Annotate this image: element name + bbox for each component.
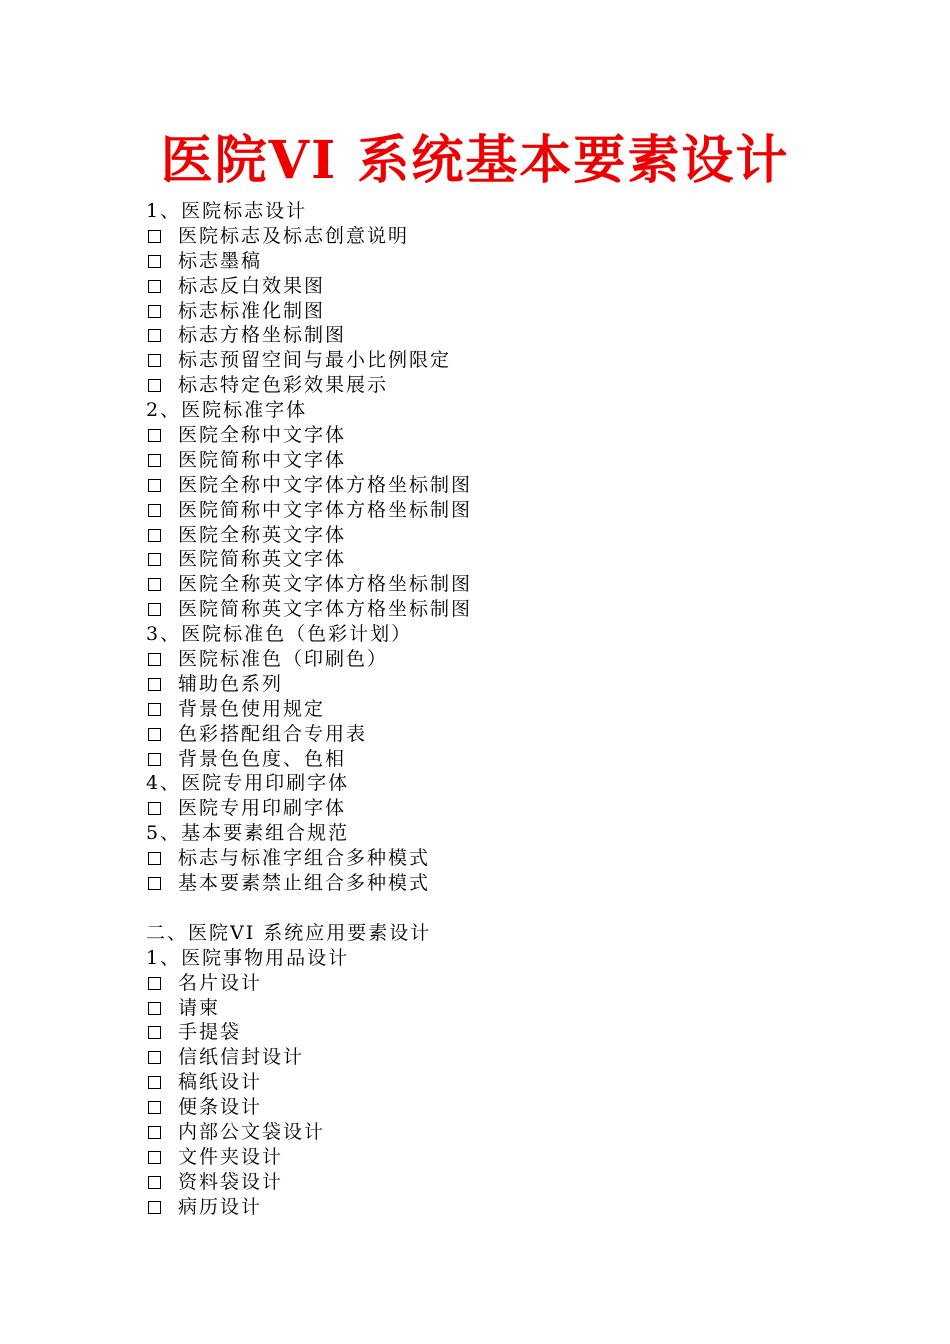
checklist-item: [146, 1170, 846, 1195]
section-heading: [146, 622, 846, 647]
checklist-item-label: 医院简称英文字体: [178, 548, 347, 571]
checklist-item: [146, 697, 846, 722]
checkbox-square-icon: [148, 653, 161, 666]
checklist-item-label: 医院全称英文字体: [178, 523, 347, 546]
checkbox-square-icon: [148, 329, 161, 342]
checklist-item-label: 内部公文袋设计: [178, 1120, 326, 1143]
checklist-item: [146, 498, 846, 523]
section-heading: [146, 946, 846, 971]
checklist-item: [146, 523, 846, 548]
checklist-item: [146, 572, 846, 597]
checklist-item: [146, 971, 846, 996]
checklist-item: [146, 747, 846, 772]
checkbox-square-icon: [148, 977, 161, 990]
checkbox-square-icon: [148, 1002, 161, 1015]
checklist-item-label: 医院全称中文字体: [178, 424, 347, 447]
checklist-item-label: 背景色色度、色相: [178, 747, 347, 770]
checkbox-square-icon: [148, 852, 161, 865]
checklist-item: [146, 722, 846, 747]
section-heading: [146, 821, 846, 846]
checklist-item-label: 背景色使用规定: [178, 697, 326, 720]
checklist-item-label: 手提袋: [178, 1021, 242, 1044]
section-heading-label: 5、基本要素组合规范: [146, 822, 350, 845]
checkbox-square-icon: [148, 1151, 161, 1164]
checklist-item-label: 标志预留空间与最小比例限定: [178, 349, 452, 372]
checkbox-square-icon: [148, 454, 161, 467]
checkbox-square-icon: [148, 305, 161, 318]
checkbox-square-icon: [148, 802, 161, 815]
checkbox-square-icon: [148, 1176, 161, 1189]
checklist-item: [146, 299, 846, 324]
checkbox-square-icon: [148, 230, 161, 243]
checklist-item: [146, 796, 846, 821]
checklist-item-label: 标志反白效果图: [178, 274, 326, 297]
section-gap: [146, 896, 846, 921]
checklist-item-label: 医院简称中文字体: [178, 448, 347, 471]
checklist-item-label: 基本要素禁止组合多种模式: [178, 872, 431, 895]
checklist-item-label: 名片设计: [178, 971, 263, 994]
checklist-item: [146, 1045, 846, 1070]
checklist-item-label: 医院专用印刷字体: [178, 797, 347, 820]
checklist-item-label: 病历设计: [178, 1195, 263, 1218]
checkbox-square-icon: [148, 379, 161, 392]
checkbox-square-icon: [148, 753, 161, 766]
checkbox-square-icon: [148, 504, 161, 517]
checklist-item-label: 请柬: [178, 996, 221, 1019]
section-application-elements: [146, 921, 846, 1220]
checklist-item: [146, 846, 846, 871]
checklist-item: [146, 647, 846, 672]
document-content: [146, 199, 846, 1220]
checkbox-square-icon: [148, 578, 161, 591]
checkbox-square-icon: [148, 1076, 161, 1089]
checkbox-square-icon: [148, 479, 161, 492]
checkbox-square-icon: [148, 1201, 161, 1214]
checklist-item: [146, 871, 846, 896]
section-basic-elements: [146, 199, 846, 896]
section-heading-label: 二、医院VI 系统应用要素设计: [146, 921, 432, 944]
checkbox-square-icon: [148, 1026, 161, 1039]
checklist-item-label: 医院标准色（印刷色）: [178, 648, 389, 671]
checklist-item-label: 色彩搭配组合专用表: [178, 722, 368, 745]
checklist-item: [146, 323, 846, 348]
checklist-item-label: 标志墨稿: [178, 249, 263, 272]
section-heading: [146, 921, 846, 946]
checklist-item: [146, 348, 846, 373]
checkbox-square-icon: [148, 678, 161, 691]
checkbox-square-icon: [148, 429, 161, 442]
document-title: 医院VI 系统基本要素设计: [160, 130, 790, 191]
checklist-item-label: 医院简称中文字体方格坐标制图: [178, 498, 473, 521]
checkbox-square-icon: [148, 603, 161, 616]
checklist-item: [146, 1195, 846, 1220]
checklist-item-label: 辅助色系列: [178, 672, 284, 695]
checklist-item-label: 医院全称中文字体方格坐标制图: [178, 473, 473, 496]
checkbox-square-icon: [148, 354, 161, 367]
checkbox-square-icon: [148, 529, 161, 542]
section-heading-label: 2、医院标准字体: [146, 399, 308, 422]
checklist-item: [146, 473, 846, 498]
checkbox-square-icon: [148, 877, 161, 890]
checklist-item-label: 医院标志及标志创意说明: [178, 224, 410, 247]
checkbox-square-icon: [148, 280, 161, 293]
checklist-item-label: 便条设计: [178, 1096, 263, 1119]
checklist-item-label: 标志方格坐标制图: [178, 324, 347, 347]
checklist-item: [146, 274, 846, 299]
checklist-item: [146, 249, 846, 274]
checklist-item: [146, 996, 846, 1021]
checkbox-square-icon: [148, 255, 161, 268]
checklist-item-label: 医院全称英文字体方格坐标制图: [178, 573, 473, 596]
checklist-item-label: 信纸信封设计: [178, 1046, 305, 1069]
checklist-item: [146, 448, 846, 473]
checklist-item-label: 资料袋设计: [178, 1170, 284, 1193]
checklist-item: [146, 1020, 846, 1045]
checklist-item-label: 标志标准化制图: [178, 299, 326, 322]
checklist-item: [146, 1095, 846, 1120]
section-heading-label: 1、医院事物用品设计: [146, 946, 350, 969]
checklist-item: [146, 1120, 846, 1145]
checklist-item: [146, 1070, 846, 1095]
checkbox-square-icon: [148, 728, 161, 741]
checklist-item: [146, 423, 846, 448]
checklist-item-label: 医院简称英文字体方格坐标制图: [178, 598, 473, 621]
checkbox-square-icon: [148, 1051, 161, 1064]
checkbox-square-icon: [148, 1126, 161, 1139]
checklist-item: [146, 1145, 846, 1170]
section-heading-label: 1、医院标志设计: [146, 200, 308, 222]
section-heading: [146, 771, 846, 796]
checklist-item: [146, 672, 846, 697]
checkbox-square-icon: [148, 553, 161, 566]
section-heading: [146, 199, 846, 224]
checklist-item: [146, 373, 846, 398]
checklist-item-label: 标志特定色彩效果展示: [178, 374, 389, 397]
checkbox-square-icon: [148, 703, 161, 716]
checklist-item-label: 标志与标准字组合多种模式: [178, 847, 431, 870]
checklist-item-label: 文件夹设计: [178, 1145, 284, 1168]
checklist-item-label: 稿纸设计: [178, 1071, 263, 1094]
checklist-item: [146, 597, 846, 622]
checklist-item: [146, 547, 846, 572]
section-heading: [146, 398, 846, 423]
section-heading-label: 3、医院标准色（色彩计划）: [146, 623, 413, 646]
checkbox-square-icon: [148, 1101, 161, 1114]
checklist-item: [146, 224, 846, 249]
section-heading-label: 4、医院专用印刷字体: [146, 772, 350, 795]
